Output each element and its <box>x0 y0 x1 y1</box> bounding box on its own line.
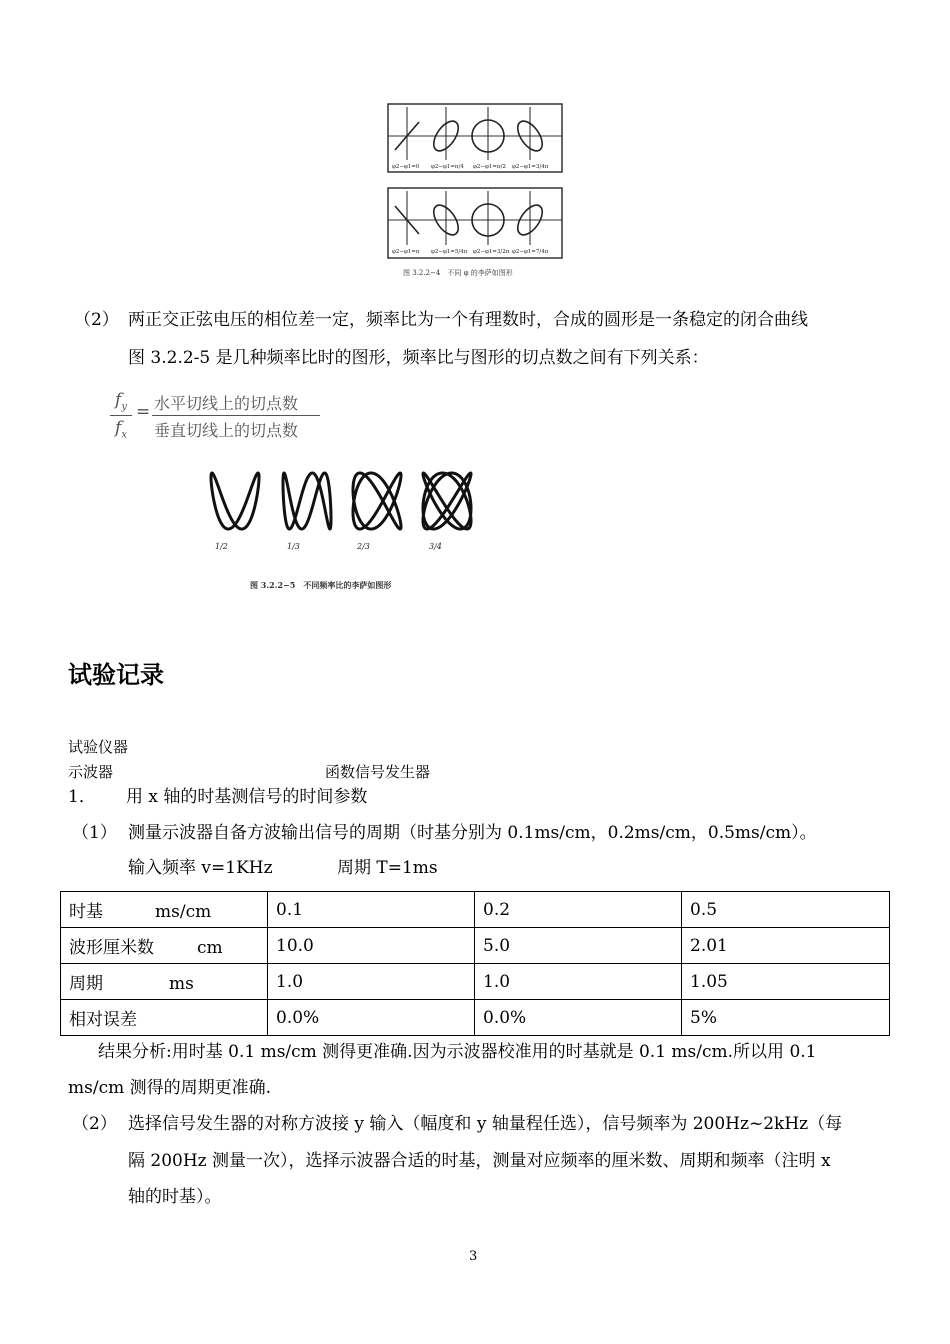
row2-label-2: φ2−φ1=5/4π <box>431 249 468 255</box>
formula-num-sub: y <box>121 401 127 413</box>
analysis-line1: 结果分析:用时基 0.1 ms/cm 测得更准确.因为示波器校准用的时基就是 0.1 ms/cm.所以用 0.1 <box>98 1042 817 1062</box>
table-cell: 1.0 <box>475 964 682 1000</box>
table-cell: 0.1 <box>268 892 475 928</box>
lissajous-curve-3 <box>353 473 401 529</box>
table-cell: 0.0% <box>268 1000 475 1036</box>
table-cell: 0.5 <box>682 892 890 928</box>
ratio-label-2: 1/3 <box>287 542 300 551</box>
table-cell: 1.05 <box>682 964 890 1000</box>
para2-line1: 两正交正弦电压的相位差一定，频率比为一个有理数时，合成的圆形是一条稳定的闭合曲线 <box>128 310 808 330</box>
sub1-input-frequency: 输入频率 v=1KHz <box>128 858 273 878</box>
figure2-caption: 图 3.2.2−5 不同频率比的李萨如图形 <box>250 580 392 590</box>
sub1-number: （1） <box>72 823 117 843</box>
row1-shapes <box>395 107 547 160</box>
row1-label-2: φ2−φ1=π/4 <box>431 164 464 170</box>
ratio-label-4: 3/4 <box>429 542 442 551</box>
formula-denominator: 垂直切线上的切点数 <box>154 421 299 440</box>
figure1-caption: 图 3.2.2−4 不同 φ 的李萨如图形 <box>403 269 513 277</box>
para2-line2: 图 3.2.2-5 是几种频率比时的图形，频率比与图形的切点数之间有下列关系： <box>128 348 709 368</box>
lissajous-curve-2 <box>283 473 331 529</box>
table-cell: 0.2 <box>475 892 682 928</box>
row2-frame <box>388 188 562 258</box>
sub2-line2: 隔 200Hz 测量一次），选择示波器合适的时基，测量对应频率的厘米数、周期和频率（注明 x <box>128 1151 831 1171</box>
measurement-table <box>60 891 890 1036</box>
figure-lissajous-phase <box>385 102 565 282</box>
task1-number: 1． <box>68 787 96 807</box>
ratio-label-1: 1/2 <box>215 542 228 551</box>
frequency-ratio-formula <box>108 390 328 446</box>
instrument-oscilloscope: 示波器 <box>68 763 114 781</box>
row1-label-3: φ2−φ1=π/2 <box>473 164 506 170</box>
lissajous-curve-4 <box>423 473 471 529</box>
table-cell-label: 相对误差 <box>61 1000 268 1036</box>
page-number: 3 <box>469 1249 478 1264</box>
formula-den-f: f <box>115 418 122 438</box>
instrument-function-generator: 函数信号发生器 <box>325 763 431 781</box>
sub2-line1: 选择信号发生器的对称方波接 y 输入（幅度和 y 轴量程任选），信号频率为 200Hz~2kHz（每 <box>128 1114 843 1134</box>
lissajous-ratio-svg <box>205 466 485 596</box>
lissajous-curve-1 <box>211 473 259 529</box>
table-cell: 1.0 <box>268 964 475 1000</box>
row1-label-4: φ2−φ1=3/4π <box>512 164 549 170</box>
figure-lissajous-ratio <box>205 466 485 596</box>
section-title: 试验记录 <box>68 661 164 689</box>
row2-label-1: φ2−φ1=π <box>392 249 420 255</box>
row2-shapes <box>395 191 547 245</box>
table-cell-label: 时基 ms/cm <box>61 892 268 928</box>
sub1-text: 测量示波器自备方波输出信号的周期（时基分别为 0.1ms/cm，0.2ms/cm，0.5ms/cm）。 <box>128 823 817 843</box>
table-row <box>61 892 890 928</box>
sub1-period: 周期 T=1ms <box>337 858 438 878</box>
task1-text: 用 x 轴的时基测信号的时间参数 <box>126 787 368 807</box>
table-cell: 0.0% <box>475 1000 682 1036</box>
row2-label-4: φ2−φ1=7/4π <box>512 249 549 255</box>
table-cell: 5% <box>682 1000 890 1036</box>
table-cell: 5.0 <box>475 928 682 964</box>
table-row <box>61 928 890 964</box>
instruments-heading: 试验仪器 <box>68 738 129 756</box>
sub2-line3: 轴的时基）。 <box>128 1187 222 1207</box>
row1-label-1: φ2−φ1=0 <box>392 164 420 170</box>
table-cell: 2.01 <box>682 928 890 964</box>
table-cell: 10.0 <box>268 928 475 964</box>
sub2-number: （2） <box>72 1114 117 1134</box>
row1-frame <box>388 104 562 172</box>
table-cell-label: 波形厘米数 cm <box>61 928 268 964</box>
table-cell-label: 周期 ms <box>61 964 268 1000</box>
table-row <box>61 1000 890 1036</box>
table-row <box>61 964 890 1000</box>
row2-label-3: φ2−φ1=3/2π <box>473 249 510 255</box>
ratio-label-3: 2/3 <box>357 542 370 551</box>
formula-den-sub: x <box>121 429 127 441</box>
formula-numerator: 水平切线上的切点数 <box>154 394 299 413</box>
para2-number: （2） <box>74 310 119 330</box>
analysis-line2: ms/cm 测得的周期更准确. <box>68 1078 272 1098</box>
lissajous-phase-svg <box>385 102 565 282</box>
formula-equals: = <box>136 402 151 422</box>
formula-num-f: f <box>115 390 122 410</box>
